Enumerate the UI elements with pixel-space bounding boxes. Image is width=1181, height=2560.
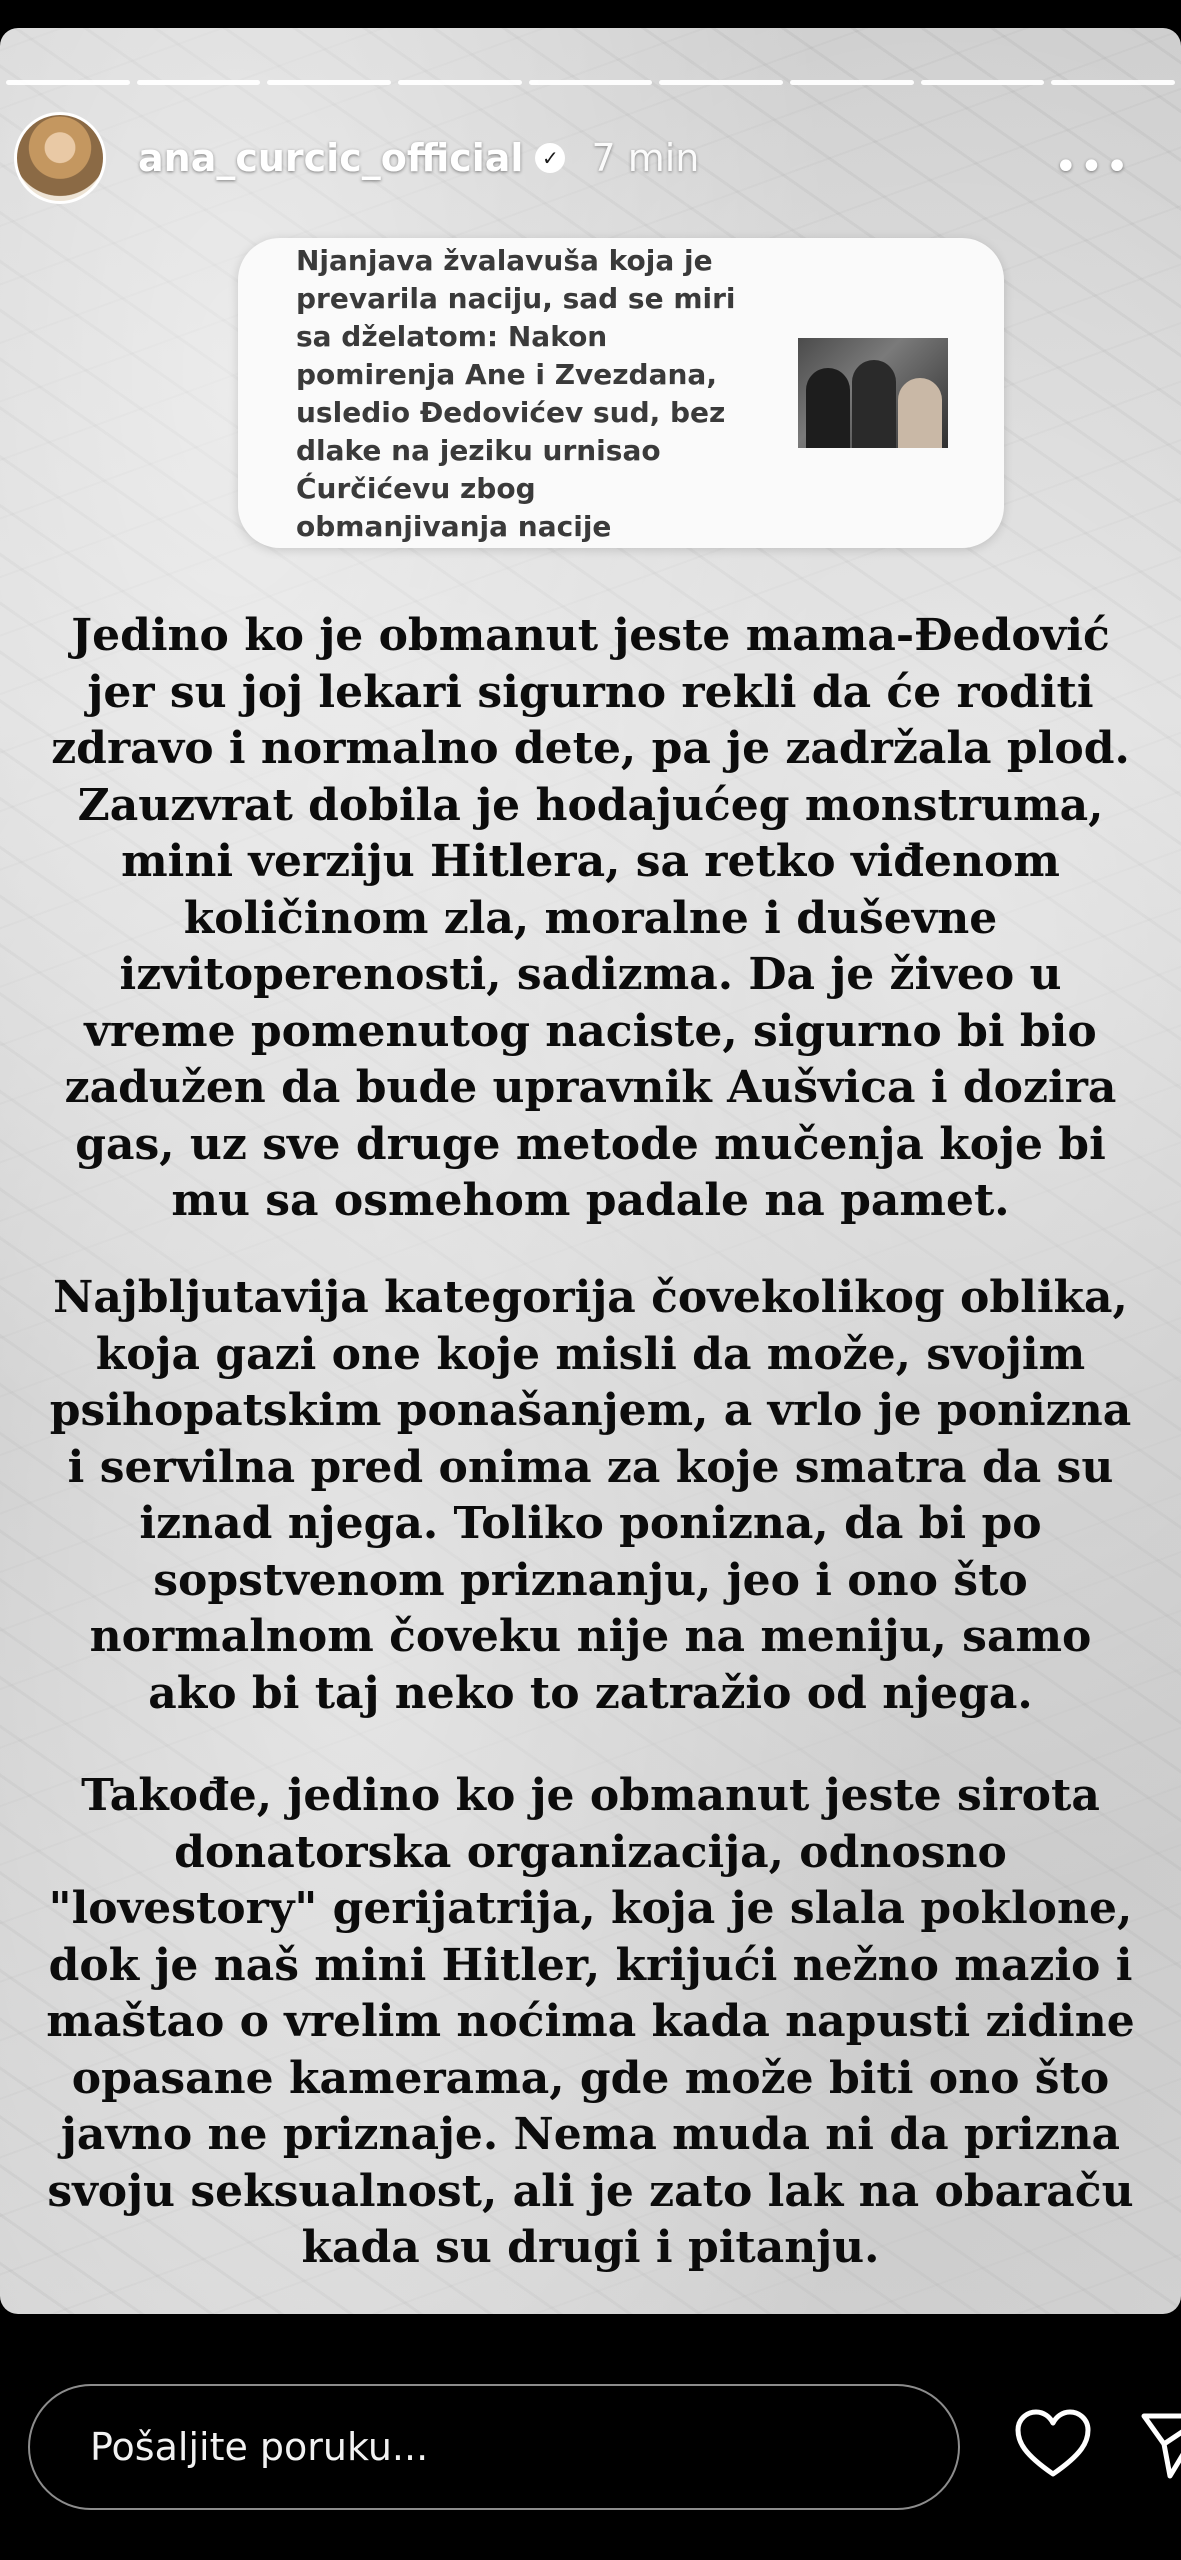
story-paragraph-3: Takođe, jedino ko je obmanut jeste sirota donatorska organizacija, odnosno "lovestory" gerijatrija, koja je slala poklone, dok je naš mini Hitler, krijući nežno mazio i maštao o vrelim noćima kada napusti zidine opasane kamerama, gde može biti ono što javno ne priznaje. Nema muda ni da prizna svoju seksualnost, ali je zato lak na obaraču kada su drugi i pitanju. xyxy=(46,1770,1135,2273)
story-progress-segment xyxy=(529,80,653,85)
quoted-article-headline: Njanjava žvalavuša koja je prevarila naciju, sad se miri sa dželatom: Nakon pomirenja Ane i Zvezdana, usledio Đedovićev sud, bez dlake na jeziku urnisao Ćurčićevu zbog obmanjivanja nacije xyxy=(296,244,736,543)
story-progress-bar xyxy=(0,80,1181,86)
story-content[interactable] xyxy=(0,28,1181,2314)
quoted-article-card xyxy=(238,238,1004,548)
post-time: 7 min xyxy=(591,136,700,180)
avatar[interactable] xyxy=(14,112,106,204)
story-progress-segment xyxy=(267,80,391,85)
send-icon[interactable] xyxy=(1140,2410,1181,2482)
quoted-article-thumbnail xyxy=(798,338,948,448)
verified-badge-icon: ✓ xyxy=(535,143,565,173)
story-paragraph-1: Jedino ko je obmanut jeste mama-Đedović jer su joj lekari sigurno rekli da će roditi zdravo i normalno dete, pa je zadržala plod. Zauzvrat dobila je hodajućeg monstruma, mini verziju Hitlera, sa retko viđenom količinom zla, moralne i duševne izvitoperenosti, sadizma. Da je živeo u vreme pomenutog naciste, sigurno bi bio zadužen da bude upravnik Aušvica i dozira gas, uz sve druge metode mučenja koje bi mu sa osmehom padale na pamet. xyxy=(51,610,1130,1226)
story-progress-segment xyxy=(1051,80,1175,85)
story-progress-segment xyxy=(137,80,261,85)
story-progress-segment xyxy=(790,80,914,85)
more-options-icon[interactable]: ••• xyxy=(1054,144,1131,190)
story-progress-segment xyxy=(921,80,1045,85)
username[interactable]: ana_curcic_official xyxy=(138,136,524,180)
heart-icon[interactable] xyxy=(1014,2408,1092,2480)
story-progress-segment xyxy=(659,80,783,85)
story-progress-segment xyxy=(6,80,130,85)
message-input[interactable] xyxy=(28,2384,960,2510)
story-header xyxy=(14,108,1181,208)
story-progress-segment xyxy=(398,80,522,85)
story-paragraph-2: Najbljutavija kategorija čovekolikog oblika, koja gazi one koje misli da može, svojim psihopatskim ponašanjem, a vrlo je ponizna i servilna pred onima za koje smatra da su iznad njega. Toliko ponizna, da bi po sopstvenom priznanju, jeo i ono što normalnom čoveku nije na meniju, samo ako bi taj neko to zatražio od njega. xyxy=(49,1272,1132,1719)
